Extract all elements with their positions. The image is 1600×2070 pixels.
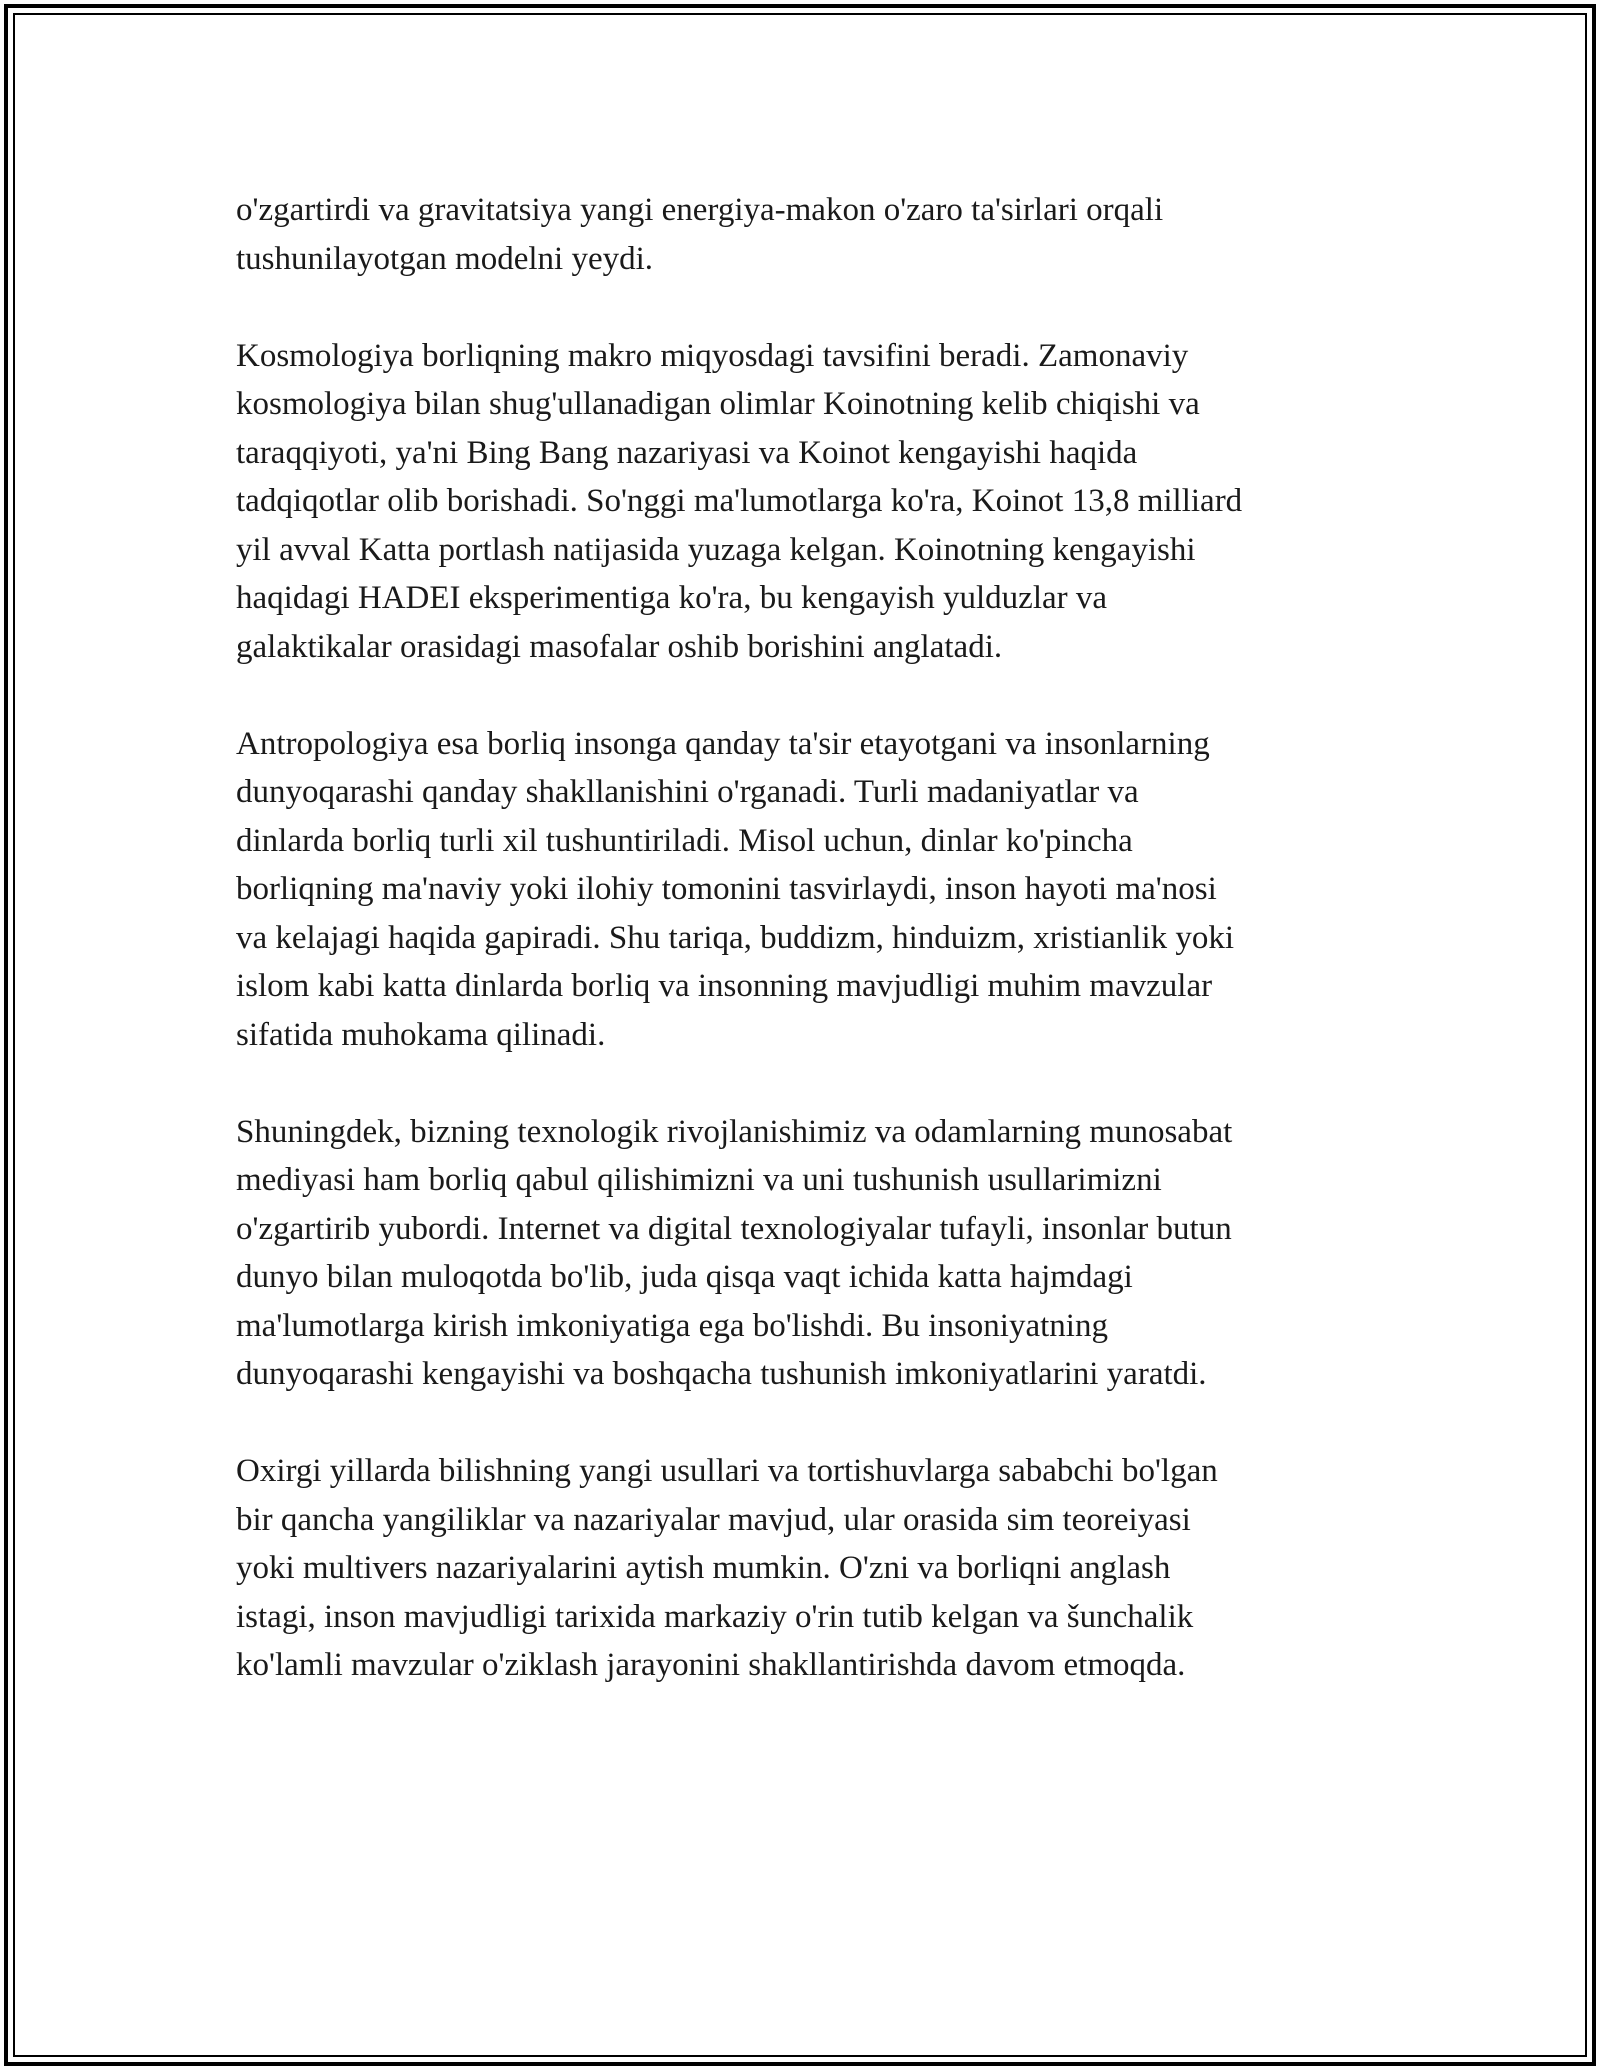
text-line: dunyoqarashi kengayishi va boshqacha tushunish imkoniyatlarini yaratdi. [236,1356,1207,1392]
text-line: va kelajagi haqida gapiradi. Shu tariqa, buddizm, hinduizm, xristianlik yoki [236,919,1235,956]
document-body [236,186,1376,1738]
text-line: Shuningdek, bizning texnologik rivojlanishimiz va odamlarning munosabat [236,1113,1233,1150]
text-line: kosmologiya bilan shug'ullanadigan olimlar Koinotning kelib chiqishi va [236,386,1200,422]
text-line: yil avval Katta portlash natijasida yuzaga kelgan. Koinotning kengayishi [236,531,1196,568]
text-line: Antropologiya esa borliq insonga qanday ta'sir etayotgani va insonlarning [236,725,1210,762]
text-line: dunyoqarashi qanday shakllanishini o'rganadi. Turli madaniyatlar va [236,774,1139,810]
text-line: o'zgartirdi va gravitatsiya yangi energiya-makon o'zaro ta'sirlari orqali [236,192,1164,228]
text-line: istagi, inson mavjudligi tarixida markaziy o'rin tutib kelgan va šunchalik [236,1598,1194,1635]
text-line: tadqiqotlar olib borishadi. So'nggi ma'lumotlarga ko'ra, Koinot 13,8 milliard [236,483,1243,519]
text-line: tushunilayotgan modelni yeydi. [236,240,654,277]
text-line: Oxirgi yillarda bilishning yangi usullari va tortishuvlarga sababchi bo'lgan [236,1453,1218,1489]
text-line: dinlarda borliq turli xil tushuntiriladi. Misol uchun, dinlar ko'pincha [236,822,1133,859]
text-line: taraqqiyoti, ya'ni Bing Bang nazariyasi va Koinot kengayishi haqida [236,434,1138,471]
paragraph-5 [236,1447,1376,1690]
text-line: haqidagi HADEI eksperimentiga ko'ra, bu kengayish yulduzlar va [236,580,1108,616]
text-line: ko'lamli mavzular o'ziklash jarayonini shakllantirishda davom etmoqda. [236,1647,1186,1683]
paragraph-3 [236,720,1376,1060]
text-line: sifatida muhokama qilinadi. [236,1016,606,1053]
text-line: o'zgartirib yubordi. Internet va digital texnologiyalar tufayli, insonlar butun [236,1210,1232,1247]
text-line: bir qancha yangiliklar va nazariyalar mavjud, ular orasida sim teoreiyasi [236,1501,1191,1538]
text-line: mediyasi ham borliq qabul qilishimizni va uni tushunish usullarimizni [236,1162,1162,1198]
paragraph-4 [236,1108,1376,1399]
text-line: Kosmologiya borliqning makro miqyosdagi tavsifini beradi. Zamonaviy [236,337,1189,374]
text-line: ma'lumotlarga kirish imkoniyatiga ega bo'lishdi. Bu insoniyatning [236,1307,1108,1344]
paragraph-2 [236,332,1376,672]
text-line: yoki multivers nazariyalarini aytish mumkin. O'zni va borliqni anglash [236,1550,1171,1586]
text-line: dunyo bilan muloqotda bo'lib, juda qisqa vaqt ichida katta hajmdagi [236,1259,1133,1295]
text-line: galaktikalar orasidagi masofalar oshib borishini anglatadi. [236,628,1003,665]
paragraph-1 [236,186,1376,283]
text-line: borliqning ma'naviy yoki ilohiy tomonini tasvirlaydi, inson hayoti ma'nosi [236,871,1217,907]
text-line: islom kabi katta dinlarda borliq va insonning mavjudligi muhim mavzular [236,968,1213,1004]
